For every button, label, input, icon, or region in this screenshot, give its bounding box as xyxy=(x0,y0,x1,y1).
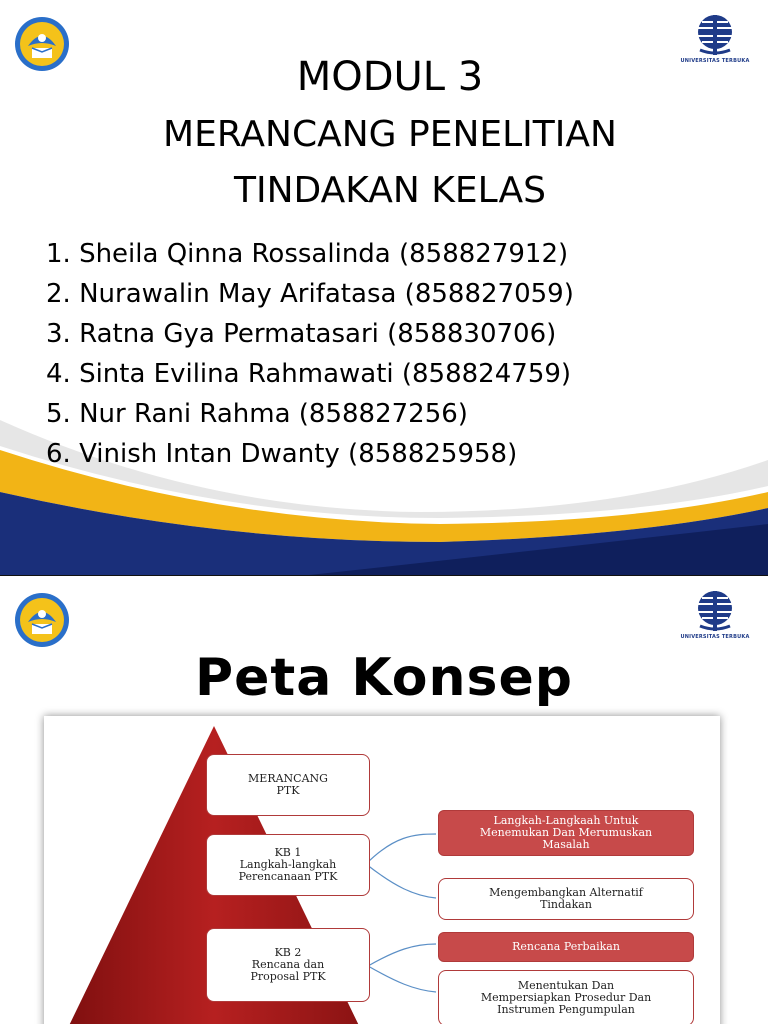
box-text: Menemukan Dan Merumuskan xyxy=(479,826,653,839)
module-title: MODUL 3 xyxy=(296,54,484,100)
box-kb1 xyxy=(206,834,370,896)
box-rencana-perbaikan xyxy=(438,932,694,962)
box-text: Proposal PTK xyxy=(250,970,326,983)
box-text: MERANCANG xyxy=(248,772,328,785)
box-text: Mempersiapkan Prosedur Dan xyxy=(480,991,652,1004)
box-prosedur-instrumen xyxy=(438,970,694,1024)
box-text: Mengembangkan Alternatif xyxy=(489,886,643,899)
member-item: 1. Sheila Qinna Rossalinda (858827912) xyxy=(46,239,569,269)
connector-line xyxy=(366,864,436,898)
concept-map-diagram xyxy=(44,716,720,1024)
member-item: 2. Nurawalin May Arifatasa (858827059) xyxy=(46,279,574,309)
box-merancang-ptk xyxy=(206,754,370,816)
tut-wuri-logo-icon xyxy=(14,592,70,648)
ut-logo-text: UNIVERSITAS TERBUKA xyxy=(680,58,750,64)
member-item: 3. Ratna Gya Permatasari (858830706) xyxy=(46,319,557,349)
box-text: Masalah xyxy=(542,838,590,851)
member-list xyxy=(46,234,574,474)
connector-line xyxy=(368,944,436,966)
box-text: PTK xyxy=(276,784,300,797)
box-text: Menentukan Dan xyxy=(517,979,615,992)
concept-map-title: Peta Konsep xyxy=(195,648,573,708)
box-text: KB 2 xyxy=(274,946,302,959)
connector-line xyxy=(368,966,436,992)
ut-logo-text: UNIVERSITAS TERBUKA xyxy=(680,634,750,640)
member-item: 4. Sinta Evilina Rahmawati (858824759) xyxy=(46,359,572,389)
box-text: Rencana Perbaikan xyxy=(512,940,620,953)
box-text: Perencanaan PTK xyxy=(238,870,338,883)
ut-globe-icon xyxy=(680,588,750,634)
slide-2 xyxy=(0,576,768,1024)
box-alternatif-tindakan xyxy=(438,878,694,920)
module-subtitle-line-1: MERANCANG PENELITIAN xyxy=(163,114,617,155)
box-langkah-masalah xyxy=(438,810,694,856)
box-text: Langkah-langkah xyxy=(239,858,337,871)
box-text: KB 1 xyxy=(274,846,302,859)
box-text: Langkah-Langkaah Untuk xyxy=(493,814,639,827)
universitas-terbuka-logo xyxy=(680,588,750,648)
member-item: 5. Nur Rani Rahma (858827256) xyxy=(46,399,468,429)
member-item: 6. Vinish Intan Dwanty (858825958) xyxy=(46,439,518,469)
connector-line xyxy=(366,834,436,864)
module-subtitle-line-2: TINDAKAN KELAS xyxy=(234,170,546,211)
box-text: Tindakan xyxy=(540,898,592,911)
box-text: Instrumen Pengumpulan xyxy=(497,1003,635,1016)
box-text: Rencana dan xyxy=(251,958,325,971)
ut-globe-icon xyxy=(680,12,750,58)
box-kb2 xyxy=(206,928,370,1002)
